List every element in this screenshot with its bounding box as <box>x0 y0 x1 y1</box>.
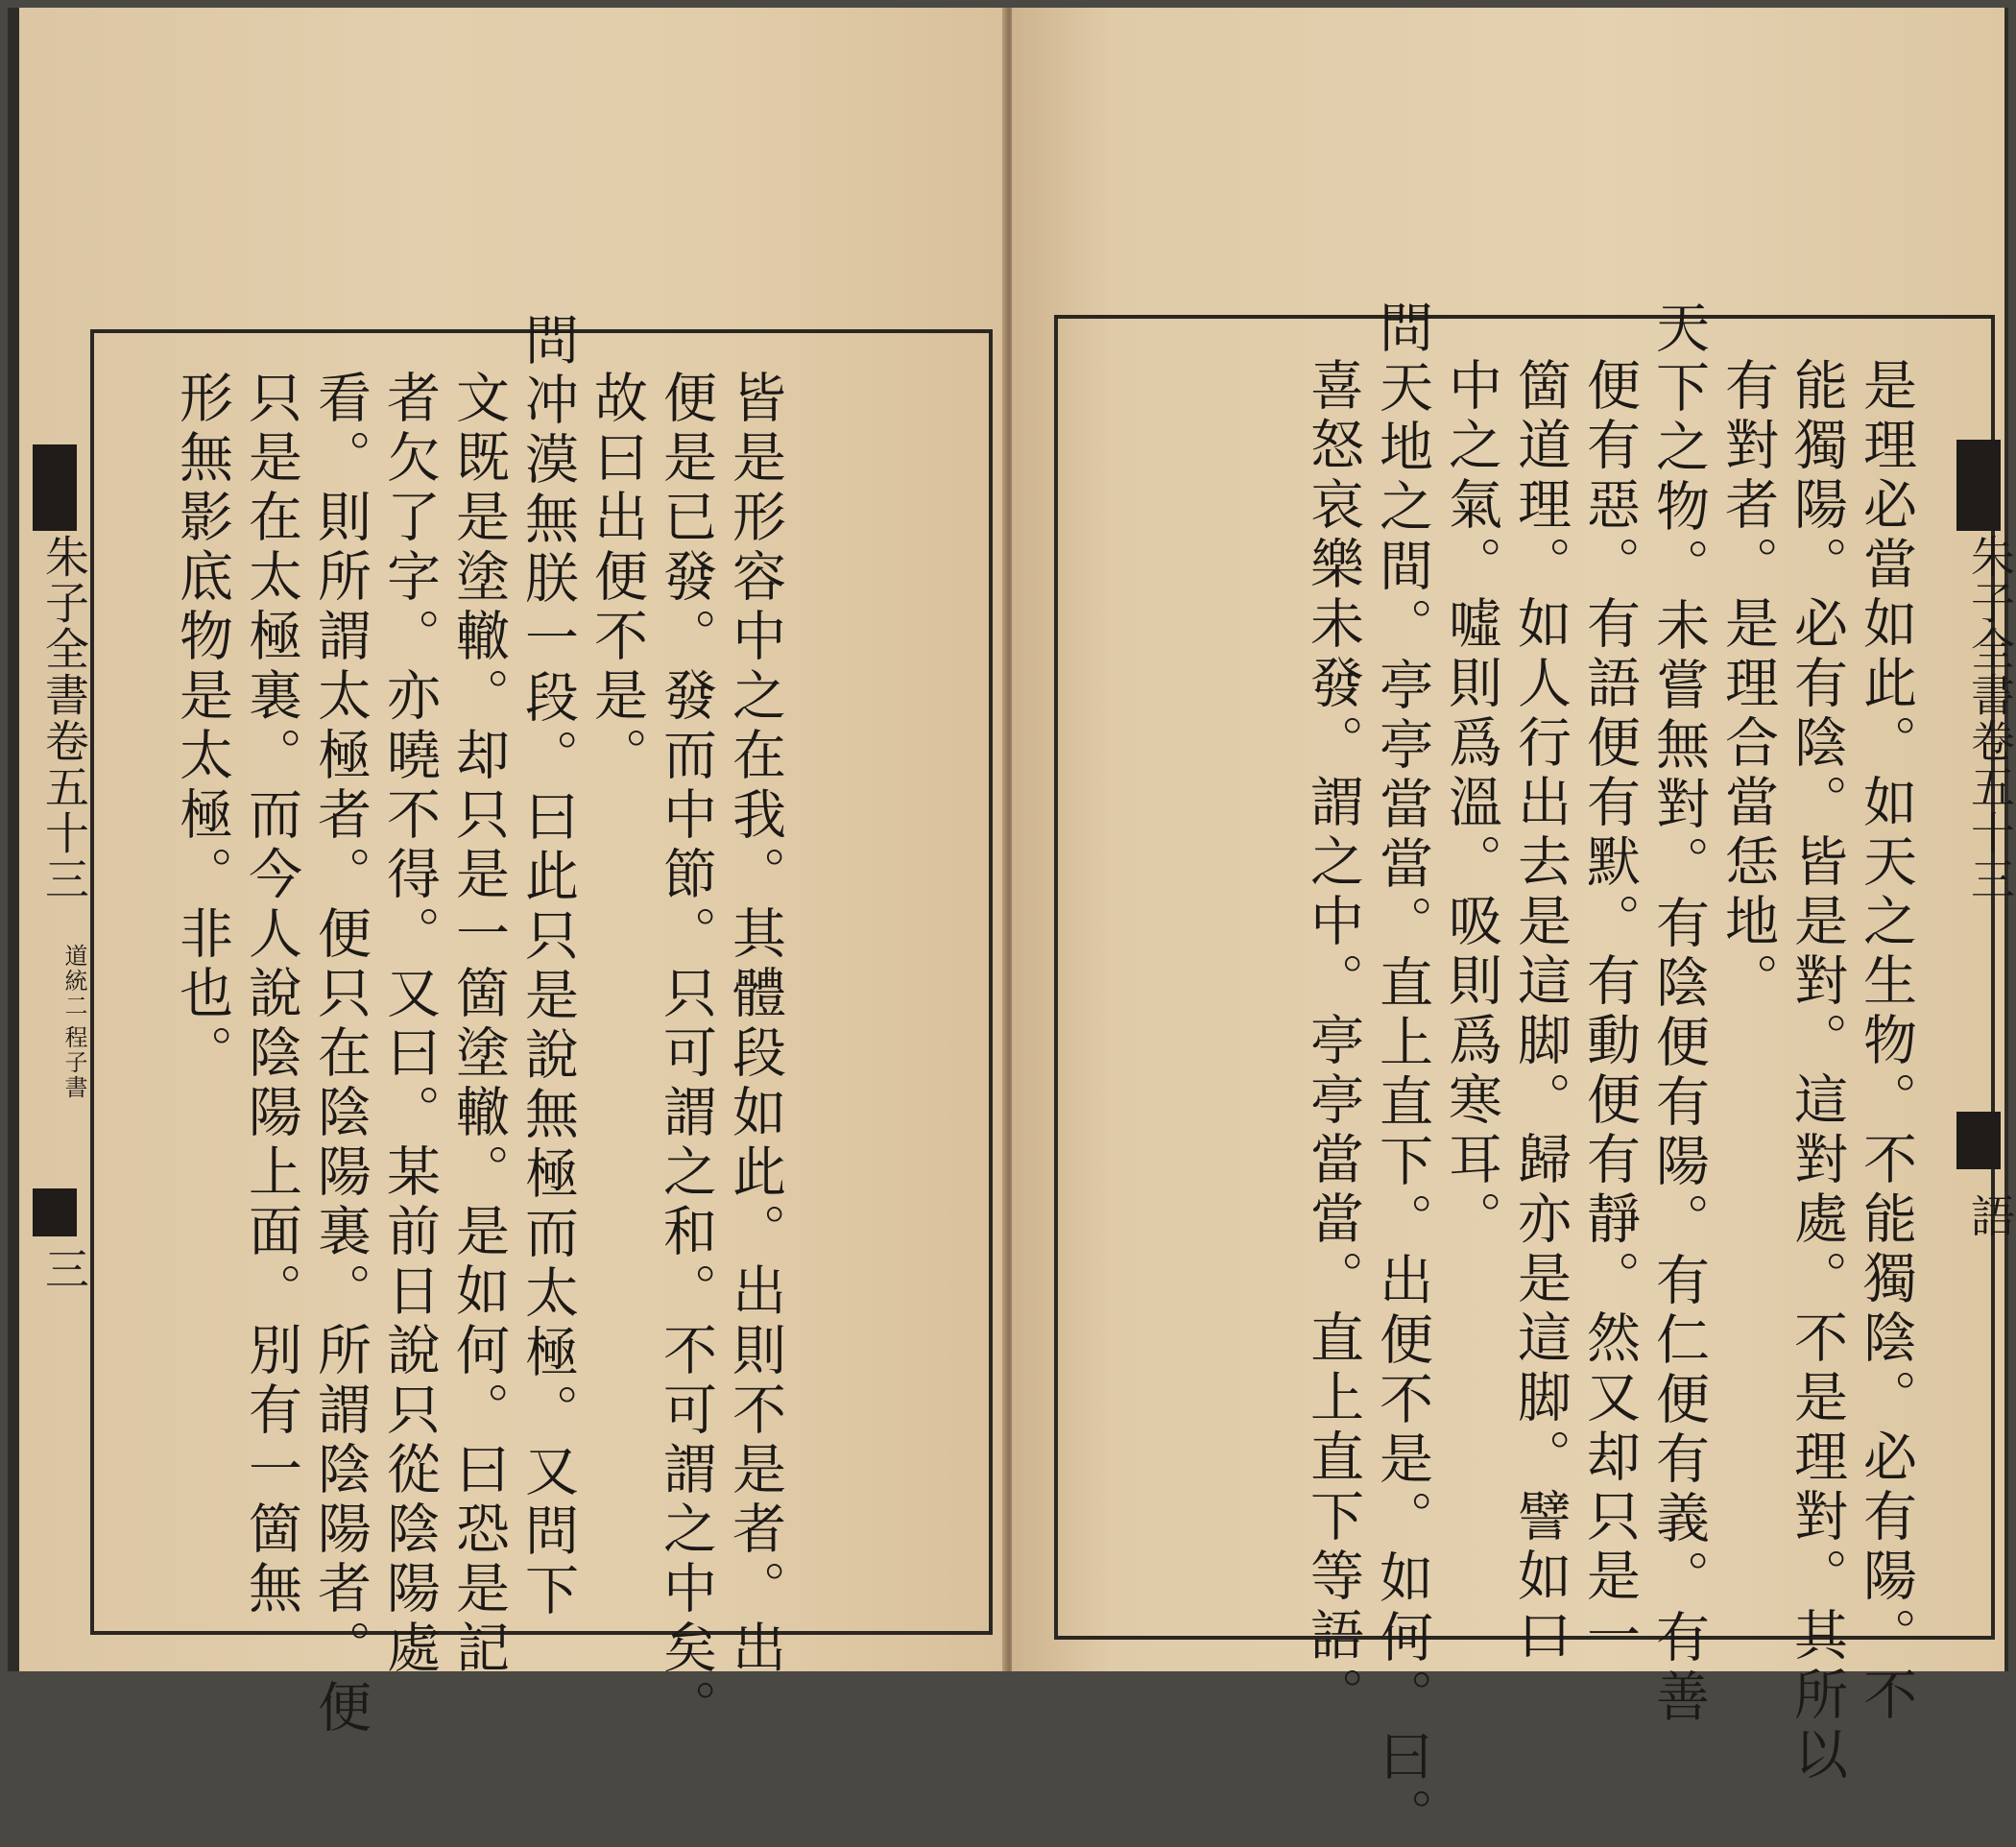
left-column-6: 者欠了字。亦曉不得。又曰。某前日說只從陰陽處 <box>378 370 441 1679</box>
right-column-4: 天下之物。未嘗無對。有陰便有陽。有仁便有義。有善 <box>1647 300 1710 1728</box>
left-column-1: 皆是形容中之在我。其體段如此。出則不是者。出 <box>724 370 786 1679</box>
left-column-9: 形無影底物是太極。非也。 <box>171 370 233 1084</box>
right-column-3: 有對者。是理合當恁地。 <box>1716 357 1779 1012</box>
right-column-5: 便有惡。有語便有默。有動便有靜。然又却只是一 <box>1578 357 1641 1667</box>
left-column-4: 問冲漠無朕一段。曰此只是說無極而太極。又問下 <box>516 312 579 1621</box>
left-spine-title: 朱子全書卷五十三 <box>38 534 90 902</box>
right-column-7: 中之氣。噓則爲溫。吸則爲寒耳。 <box>1440 357 1502 1250</box>
right-column-2: 能獨陽。必有陰。皆是對。這對處。不是理對。其所以 <box>1786 357 1848 1786</box>
left-text-frame <box>90 312 993 1739</box>
right-column-8: 問天地之間。亭亭當當。直上直下。出便不是。如何。曰。 <box>1371 300 1433 1847</box>
left-column-2: 便是已發。發而中節。只可謂之和。不可謂之中矣。 <box>655 370 717 1739</box>
left-spine-subsection: 程子書 <box>60 1025 87 1100</box>
right-spine-band-top <box>1956 440 2001 531</box>
left-page <box>19 8 1008 1739</box>
right-text-frame <box>1054 300 1995 1847</box>
right-column-9: 喜怒哀樂未發。謂之中。亭亭當當。直上直下等語。 <box>1302 357 1364 1726</box>
left-column-8: 只是在太極裏。而今人說陰陽上面。別有一箇無 <box>240 370 302 1619</box>
right-page <box>1012 8 2016 1847</box>
left-spine-band-bottom <box>33 1188 77 1236</box>
left-column-3: 故曰出便不是。 <box>586 370 648 786</box>
right-column-1: 是理必當如此。如天之生物。不能獨陰。必有陽。不 <box>1855 357 1917 1726</box>
right-spine-edge-char: 語 <box>1964 1193 2016 1239</box>
left-column-7: 看。則所謂太極者。便只在陰陽裏。所謂陰陽者。便 <box>309 370 372 1739</box>
left-spine-band-top <box>33 444 77 531</box>
left-spine-page-number: 三 <box>38 1246 90 1292</box>
right-spine-band-bottom <box>1956 1112 2001 1169</box>
left-spine-section: 道統二 <box>60 944 87 1019</box>
left-column-5: 文既是塗轍。却只是一箇塗轍。是如何。曰恐是記 <box>447 370 510 1679</box>
right-spine-title: 朱子全書卷五十三 <box>1964 534 2016 902</box>
right-column-6: 箇道理。如人行出去是這脚。歸亦是這脚。譬如口 <box>1509 357 1572 1667</box>
book-spread <box>8 8 2016 1847</box>
